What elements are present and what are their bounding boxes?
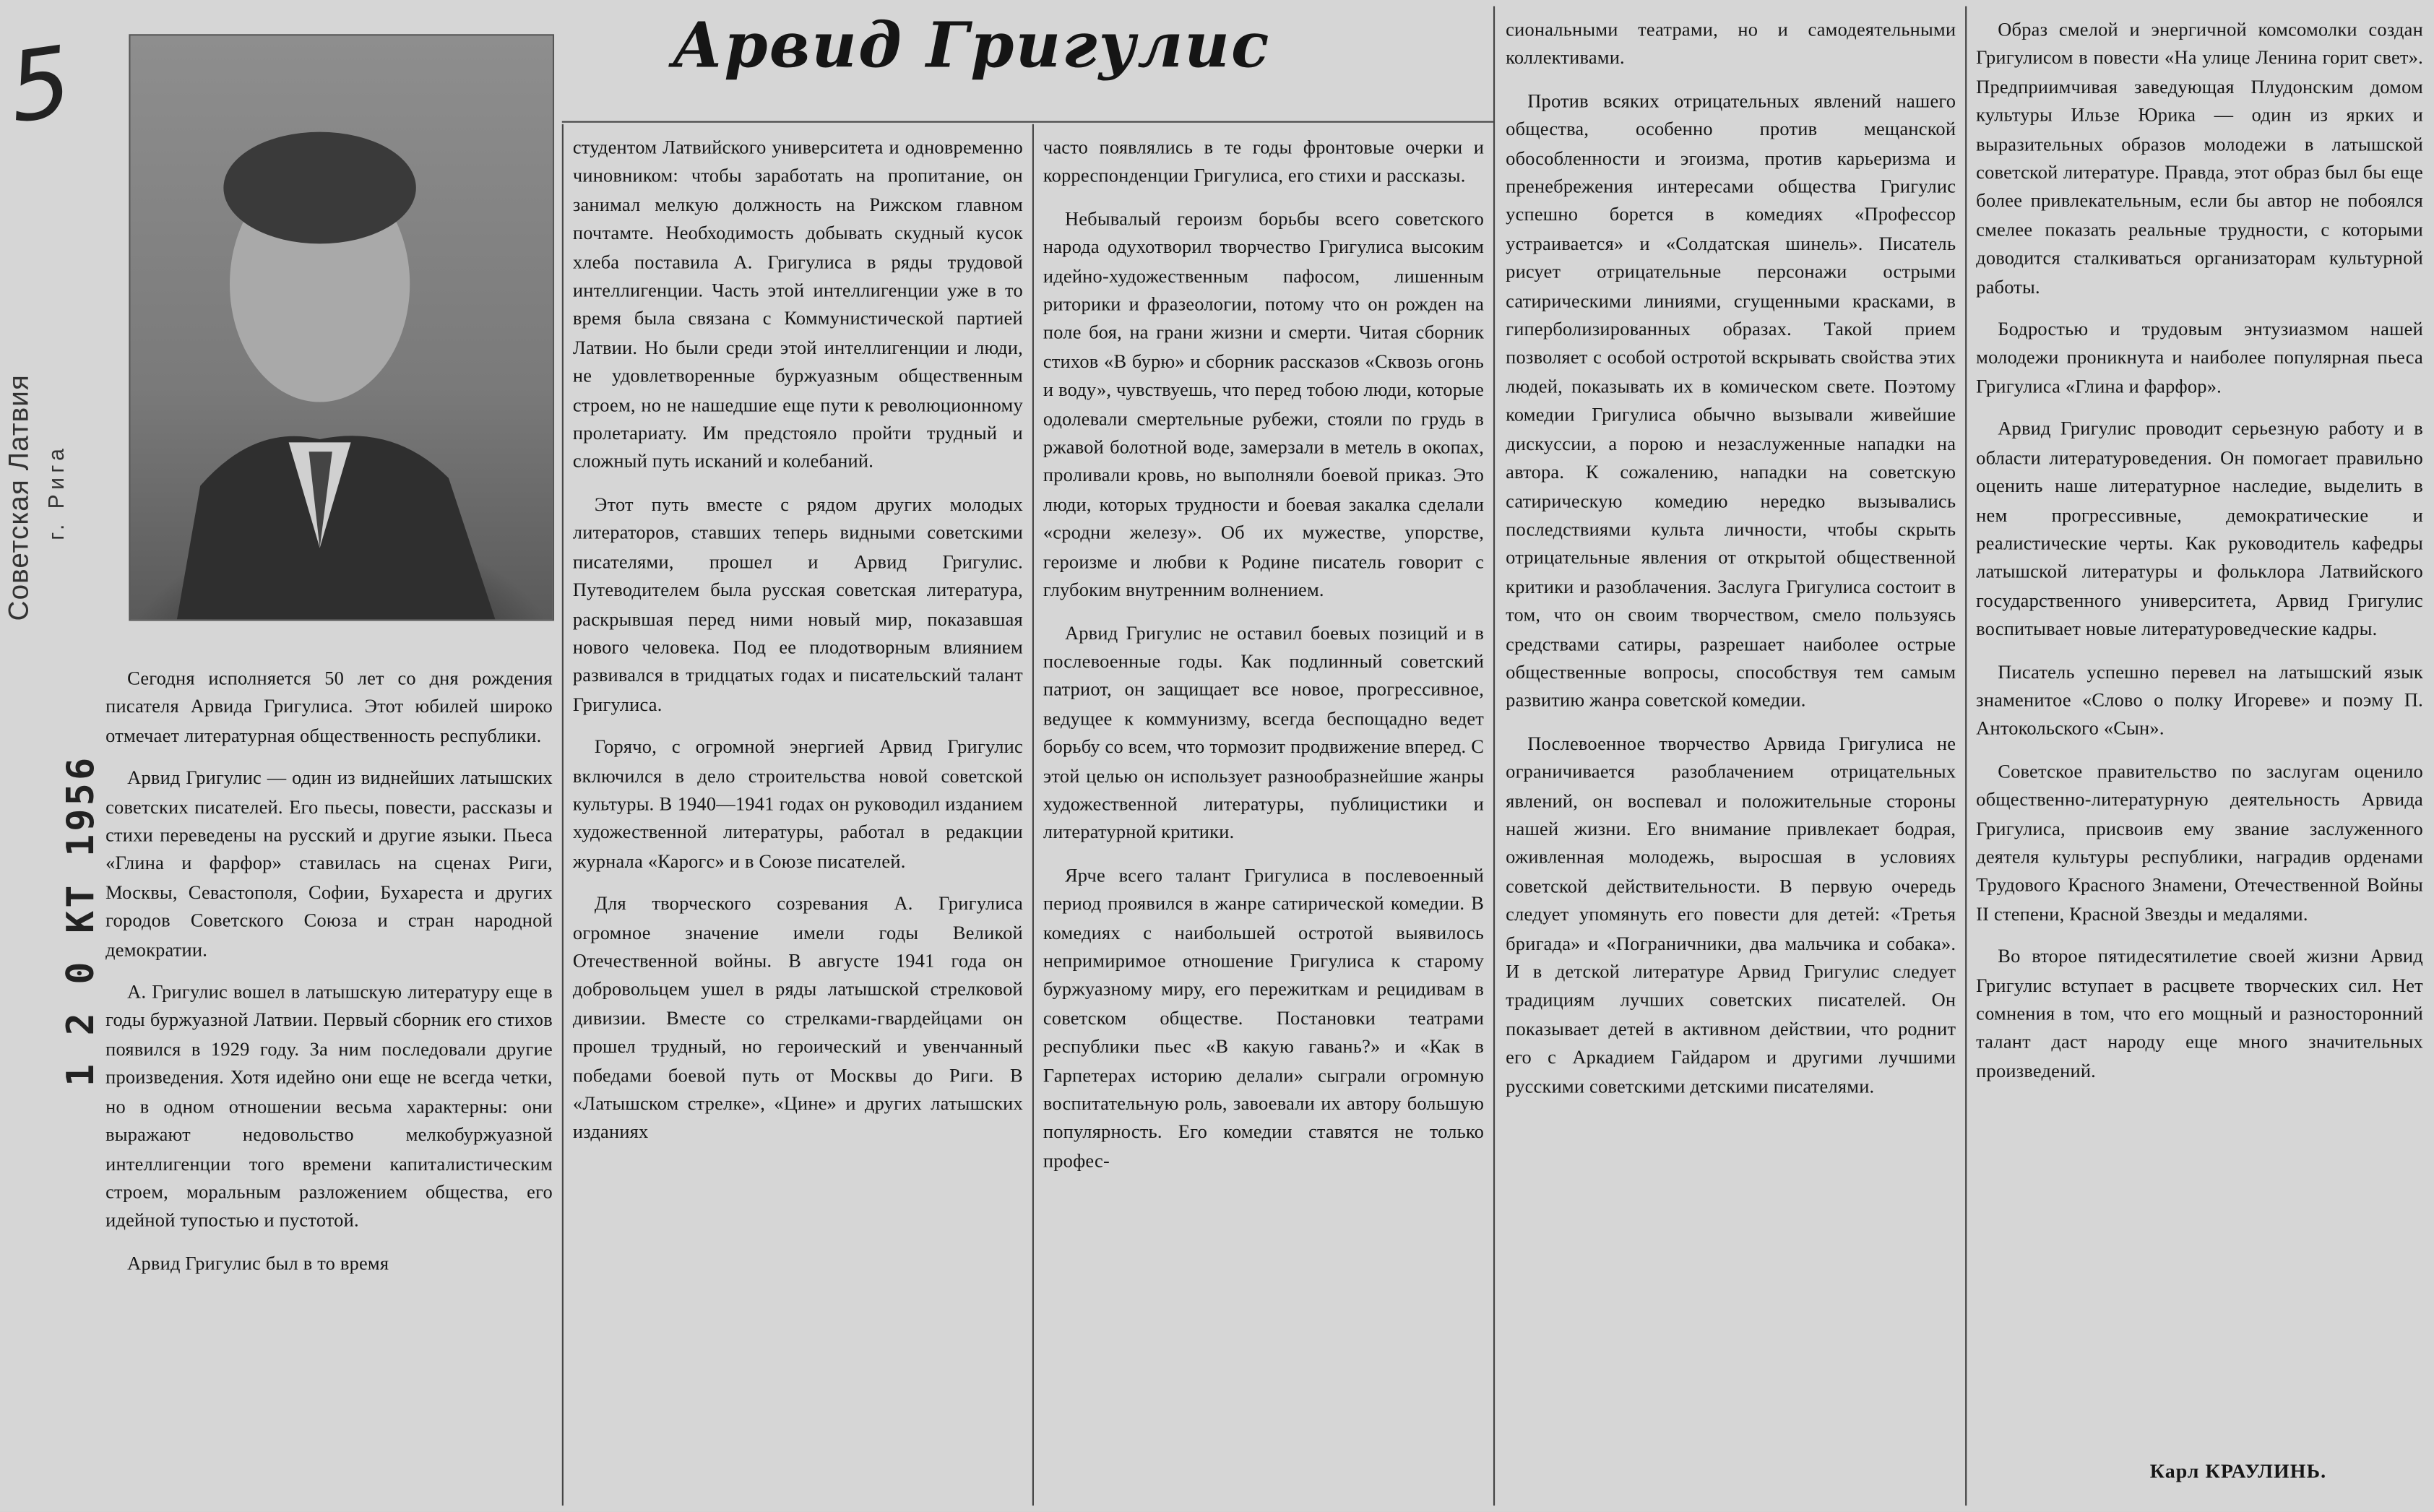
paragraph: Для творческого созревания А. Григулиса огромное значение имели годы Великой Отечественной войны. В августе 1941 года он добровольцем ушел в ряды латышской стрелковой дивизии. Вместе со стрелками-гвардейцами он прошел трудный, но героический и увенчанный победами боевой путь от Москвы до Риги. В «Латышском стрелке», «Цине» и других латышских изданиях xyxy=(572,892,1023,1144)
title-underline xyxy=(562,121,1493,123)
paragraph: Арвид Григулис проводит серьезную работу и в области литературоведения. Он помогает правильно оценить наше литературное наследие, выделить в нем прогрессивные, демократические и реалистические черты. Как руководитель кафедры латышской литературы и фольклора Латвийского государственного университета, Арвид Григулис воспитывает новые литературоведческие кадры. xyxy=(1976,418,2423,640)
paragraph: Против всяких отрицательных явлений нашего общества, особенно против мещанской обособленности и эгоизма, против карьеризма и пренебрежения интересами общества Григулис успешно борется в комедиях «Профессор устраивается» и «Солдатская шинель». Писатель рисует отрицательные персонажи острыми сатирическими линиями, сгущенными красками, в гиперболизированных образах. Такой прием позволяет с особой остротой вскрывать свойства этих людей, показывать их в комическом свете. Поэтому комедии Григулиса обычно вызывали живейшие дискуссии, а порою и незаслуженные нападки на автора. К сожалению, нападки на советскую сатирическую комедию нередко вызывались последствиями культа личности, чтобы скрыть отрицательные явления от открытой общественной критики и разоблачения. Заслуга Григулиса состоит в том, что он своим творчеством, смело пользуясь средствами сатиры, разрешает наиболее острые общественные вопросы, способствуя тем самым развитию жанра советской комедии. xyxy=(1506,90,1956,712)
paragraph: Арвид Григулис — один из виднейших латышских советских писателей. Его пьесы, повести, рассказы и стихи переведены на русский и другие языки. Пьеса «Глина и фарфор» ставилась на сценах Риги, Москвы, Севастополя, Софии, Бухареста и других городов Советского Союза и стран народной демократии. xyxy=(105,766,553,961)
date-stamp: 1 2 0 КТ 1956 xyxy=(59,754,103,1087)
paragraph: А. Григулис вошел в латышскую литературу еще в годы буржуазной Латвии. Первый сборник его стихов появился в 1929 году. За ним последовали другие произведения. Хотя идейно они еще не всегда четки, но в одном отношении весьма характерны: они выражают недовольство мелкобуржуазной интеллигенции того времени капиталистическим строем, моральным разложением общества, его идейной тупостью и пустотой. xyxy=(105,981,553,1232)
paragraph: Арвид Григулис был в то время xyxy=(127,1252,389,1274)
column-divider xyxy=(1032,124,1034,1505)
paragraph: сиональными театрами, но и самодеятельными коллективами. xyxy=(1506,18,1956,69)
paragraph: Этот путь вместе с рядом других молодых литераторов, ставших теперь видными советскими писателями, прошел и Арвид Григулис. Путеводителем была русская советская литература, раскрывшая перед ними новый мир, показавшая нового человека. Под ее плодотворным влиянием развивался в тридцатых годах и писательский талант Григулиса. xyxy=(572,493,1023,715)
paragraph: Арвид Григулис не оставил боевых позиций и в послевоенные годы. Как подлинный советский патриот, он защищает все новое, прогрессивное, ведущее к коммунизму, всегда беспощадно ведет борьбу со всем, что тормозит продвижение вперед. С этой целью он использует разнообразнейшие жанры художественной литературы, публицистики и литературной критики. xyxy=(1043,621,1485,844)
paragraph: часто появлялись в те годы фронтовые очерки и корреспонденции Григулиса, его стихи и рассказы. xyxy=(1043,137,1485,187)
paragraph: Образ смелой и энергичной комсомолки создан Григулисом в повести «На улице Ленина горит свет». Предприимчивая заведующая Плудонским домом культуры Ильзе Юрика — один из ярких и выразительных образов молодежи в латышской советской литературе. Правда, этот образ был бы еще более привлекательным, если бы автор не побоялся смелее показать реальные трудности, с которыми доводится сталкиваться организаторам культурной работы. xyxy=(1976,18,2423,298)
article-column-5 xyxy=(1976,15,2423,1099)
paragraph: Бодростью и трудовым энтузиазмом нашей молодежи проникнута и наиболее популярная пьеса Григулиса «Глина и фарфор». xyxy=(1976,318,2423,397)
paragraph: Ярче всего талант Григулиса в послевоенный период проявился в жанре сатирической комедии. В комедиях с наибольшей остротой выявилось непримиримое отношение Григулиса к старому буржуазному миру, его пережиткам и рецидивам в советском обществе. Постановки театрами республики пьес «В какую гавань?» и «Как в Гарпетерах историю делали» сыграли огромную воспитательную роль, завоевали их автору большую популярность. Его комедии ставятся не только профес- xyxy=(1043,864,1485,1172)
paragraph: Советское правительство по заслугам оценило общественно-литературную деятельность Арвида Григулиса, присвоив ему звание заслуженного деятеля культуры республики, наградив орденами Трудового Красного Знамени, Отечественной Войны II степени, Красной Звезды и медалями. xyxy=(1976,760,2423,925)
newspaper-city: г. Рига xyxy=(43,444,69,540)
article-column-2 xyxy=(573,134,1023,1161)
paragraph: Во второе пятидесятилетие своей жизни Арвид Григулис вступает в расцвете творческих сил. Нет сомнения в том, что его мощный и разносторонний талант даст народу еще много значительных произведений. xyxy=(1976,945,2423,1082)
article-column-3 xyxy=(1043,134,1484,1190)
paragraph: Небывалый героизм борьбы всего советского народа одухотворил творчество Григулиса высоким идейно-художественным пафосом, лишенным риторики и фразеологии, потому что он рожден на поле боя, на грани жизни и смерти. Читая сборник стихов «В бурю» и сборник рассказов «Сквозь огонь и воду», чувствуешь, что перед тобою люди, которые одолевали смертельные рубежи, стояли по грудь в ржавой болотной воде, замерзали в метель в окопах, проливали кровь, но выполняли боевой приказ. Это люди, которых трудности и боевая закалка сделали «сродни железу». Об их мужестве, упорстве, героизме и любви к Родине писатель говорит с глубоким внутренним волнением. xyxy=(1043,207,1485,601)
column-divider xyxy=(1493,7,1495,1506)
author-signature: Карл КРАУЛИНЬ. xyxy=(2149,1459,2327,1482)
paragraph: Сегодня исполняется 50 лет со дня рождения писателя Арвида Григулиса. Этот юбилей широко отмечает литературная общественность республики. xyxy=(105,667,553,747)
paragraph: Писатель успешно перевел на латышский язык знаменитое «Слово о полку Игореве» и поэму П. Антокольского «Сын». xyxy=(1976,660,2423,740)
paragraph: студентом Латвийского университета и одновременно чиновником: чтобы заработать на пропитание, он занимал мелкую должность на Рижском главном почтамте. Необходимость добывать скудный кусок хлеба поставила А. Григулиса в ряды трудовой интеллигенции. Часть этой интеллигенции уже в то время была связана с Коммунистической партией Латвии. Но были среди этой интеллигенции и люди, не удовлетворенные буржуазным общественным строем, но не нашедшие еще пути к революционному пролетариату. Им предстояло пройти трудный и сложный путь исканий и колебаний. xyxy=(572,137,1023,473)
author-portrait-photo xyxy=(129,34,554,621)
column-divider xyxy=(562,124,564,1505)
paragraph: Горячо, с огромной энергией Арвид Григулис включился в дело строительства новой советской культуры. В 1940—1941 годах он руководил изданием художественной литературы, работал в редакции журнала «Карогс» и в Союзе писателей. xyxy=(572,735,1023,872)
column-divider xyxy=(1965,7,1967,1506)
article-column-4 xyxy=(1506,15,1956,1114)
paragraph: Послевоенное творчество Арвида Григулиса не ограничивается разоблачением отрицательных явлений, он воспевал и положительные стороны нашей жизни. Его внимание привлекает бодрая, оживленная молодежь, выросшая в условиях советской действительности. В первую очередь следует упомянуть его повести для детей: «Третья бригада» и «Пограничники, два мальчика и собака». И в детской литературе Арвид Григулис следует традициям лучших советских писателей. Он показывает детей в активном действии, что роднит его с Аркадием Гайдаром и другими лучшими русскими советскими детскими писателями. xyxy=(1506,732,1956,1097)
portrait-illustration xyxy=(130,35,552,619)
article-title: Арвид Григулис xyxy=(672,9,1271,82)
handwritten-page-number: 5 xyxy=(1,24,79,145)
article-column-1 xyxy=(105,665,553,1292)
newspaper-name: Советская Латвия xyxy=(3,374,35,621)
